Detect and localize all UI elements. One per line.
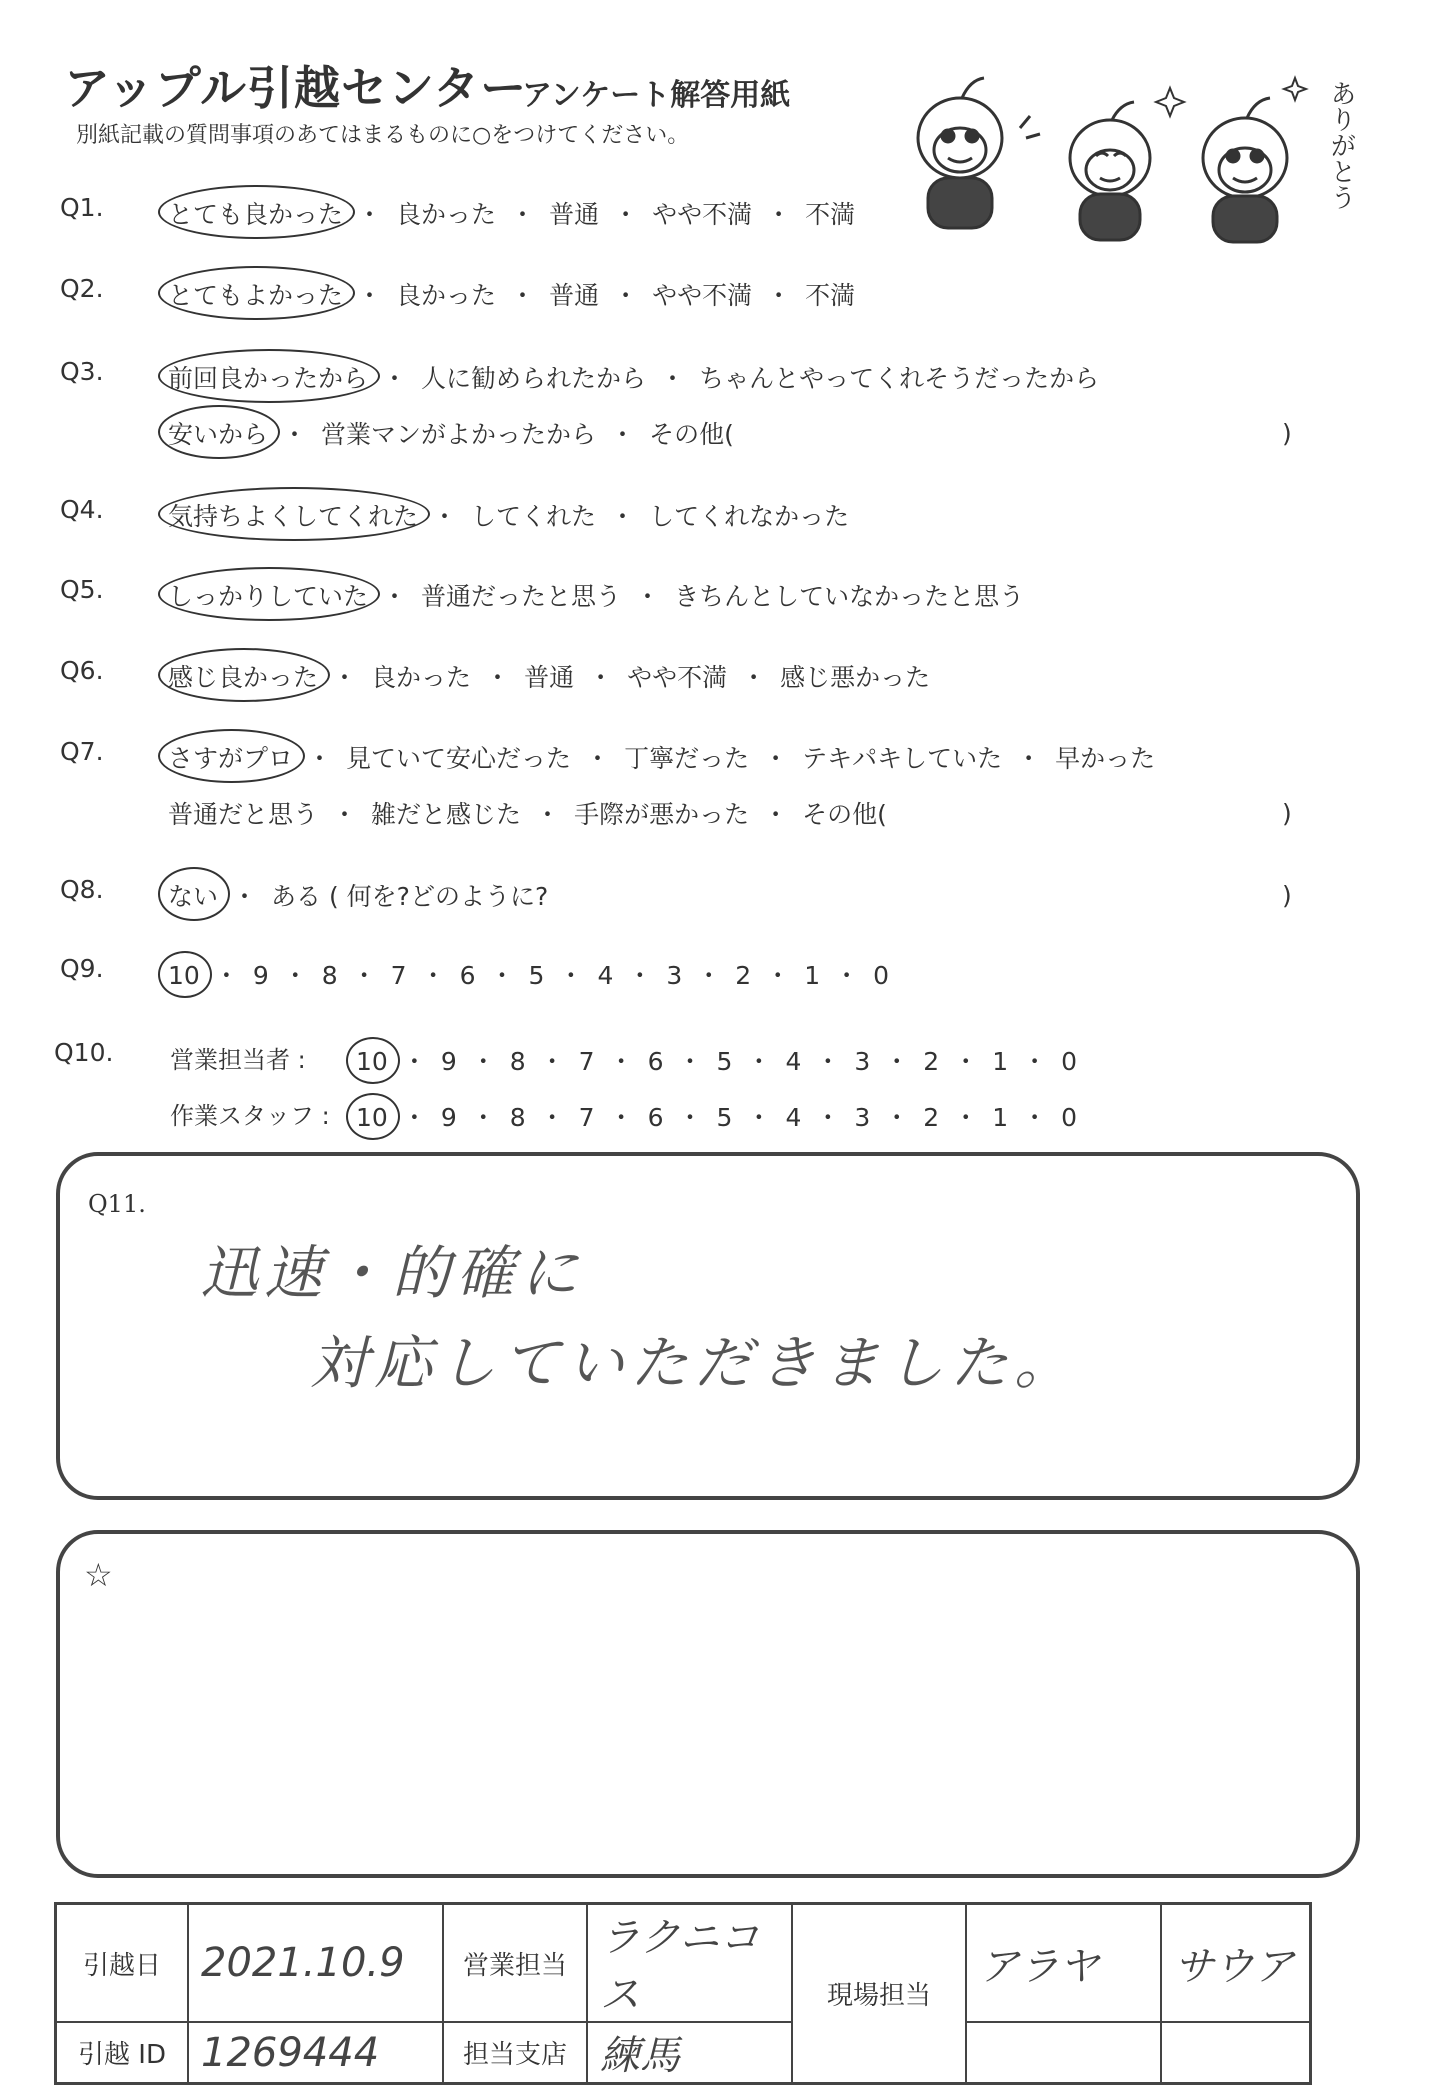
option[interactable]: 9 [252, 961, 269, 990]
option-separator: ・ [677, 1103, 703, 1132]
option[interactable]: 6 [459, 961, 476, 990]
move-id-value: 1269444 [188, 2022, 443, 2084]
option[interactable]: テキパキしていた [802, 744, 1003, 773]
question-label: Q2. [60, 274, 104, 303]
option-line [168, 577, 1024, 613]
rating-option[interactable]: 3 [854, 1103, 871, 1132]
option-line [168, 658, 930, 694]
rating-option[interactable]: 3 [854, 1047, 871, 1076]
option-separator: ・ [610, 502, 636, 531]
sales-rep-value: ラクニコス [587, 1904, 792, 2023]
option-separator: ・ [332, 663, 358, 692]
form-instructions: 別紙記載の質問事項のあてはまるものに○をつけてください。 [76, 123, 690, 148]
option-separator: ・ [815, 1103, 841, 1132]
site-staff-value-2: サウア [1161, 1904, 1311, 2023]
option[interactable]: 1 [804, 961, 821, 990]
question-label: Q9. [60, 954, 104, 983]
option-separator: ・ [282, 961, 308, 990]
rating-option[interactable]: 6 [647, 1103, 664, 1132]
option-separator: ・ [357, 281, 383, 310]
option-separator: ・ [1022, 1047, 1048, 1076]
rating-selected[interactable]: 10 [356, 1047, 388, 1076]
rating-line [356, 1042, 1077, 1078]
option[interactable]: してくれなかった [649, 502, 850, 531]
question-label: Q1. [60, 193, 104, 222]
option[interactable]: その他( [802, 800, 887, 829]
rating-option[interactable]: 9 [440, 1047, 457, 1076]
option-separator: ・ [834, 961, 860, 990]
option[interactable]: 良かった [396, 200, 497, 229]
option[interactable]: 早かった [1055, 744, 1156, 773]
option[interactable]: 0 [873, 961, 890, 990]
option-separator: ・ [677, 1047, 703, 1076]
move-id-label: 引越 ID [56, 2022, 189, 2084]
option-separator: ・ [884, 1103, 910, 1132]
option-selected[interactable]: さすがプロ [168, 739, 293, 775]
rating-option[interactable]: 8 [509, 1103, 526, 1132]
option-separator: ・ [357, 200, 383, 229]
option-separator: ・ [535, 800, 561, 829]
branch-value: 練馬 [587, 2022, 792, 2084]
option[interactable]: 普通 [549, 200, 600, 229]
option[interactable]: 人に勧められたから [421, 364, 647, 393]
site-staff-value-1: アラヤ [966, 1904, 1161, 2023]
rating-option[interactable]: 4 [785, 1103, 802, 1132]
option-separator: ・ [470, 1103, 496, 1132]
option[interactable]: 普通だったと思う [421, 582, 622, 611]
q11-handwritten-line-2: 対応していただきました。 [310, 1329, 1079, 1397]
option-selected[interactable]: 安いから [168, 415, 268, 451]
option[interactable]: 普通 [524, 663, 575, 692]
rating-option[interactable]: 2 [923, 1047, 940, 1076]
rating-selected[interactable]: 10 [356, 1103, 388, 1132]
mascot-illustration [900, 58, 1360, 248]
option-selected[interactable]: しっかりしていた [168, 577, 368, 613]
option-separator: ・ [213, 961, 239, 990]
option-separator: ・ [282, 420, 308, 449]
option[interactable]: やや不満 [652, 281, 753, 310]
rating-option[interactable]: 8 [509, 1047, 526, 1076]
option[interactable]: 8 [321, 961, 338, 990]
option[interactable]: 不満 [805, 281, 856, 310]
option-line [168, 195, 855, 231]
option-line [168, 795, 887, 831]
option-separator: ・ [539, 1047, 565, 1076]
option-separator: ・ [613, 281, 639, 310]
option[interactable]: 見ていて安心だった [346, 744, 572, 773]
option[interactable]: 手際が悪かった [574, 800, 750, 829]
option-separator: ・ [510, 281, 536, 310]
option-selected[interactable]: 感じ良かった [168, 658, 318, 694]
option-selected[interactable]: とてもよかった [168, 276, 343, 312]
close-paren: ) [1282, 881, 1292, 910]
option-separator: ・ [510, 200, 536, 229]
option[interactable]: 3 [666, 961, 683, 990]
mascot-monkeys-icon [900, 58, 1360, 248]
option[interactable]: 丁寧だった [624, 744, 750, 773]
option-separator: ・ [766, 281, 792, 310]
option-separator: ・ [660, 364, 686, 393]
option-selected[interactable]: 前回良かったから [168, 359, 368, 395]
rating-option[interactable]: 5 [716, 1047, 733, 1076]
option-separator: ・ [232, 882, 258, 911]
rating-option[interactable]: 5 [716, 1103, 733, 1132]
option[interactable]: やや不満 [652, 200, 753, 229]
question-label: Q5. [60, 575, 104, 604]
option-separator: ・ [953, 1047, 979, 1076]
move-date-label: 引越日 [56, 1904, 189, 2023]
option-line [168, 497, 849, 533]
company-title: アップル引越センター [64, 61, 528, 115]
notes-box[interactable] [56, 1530, 1360, 1878]
option[interactable]: ちゃんとやってくれそうだったから [699, 364, 1100, 393]
option-separator: ・ [610, 420, 636, 449]
rating-option[interactable]: 1 [992, 1103, 1009, 1132]
option[interactable]: 良かった [371, 663, 472, 692]
question-label: Q4. [60, 495, 104, 524]
option-separator: ・ [884, 1047, 910, 1076]
rating-option[interactable]: 7 [578, 1103, 595, 1132]
rating-option[interactable]: 2 [923, 1103, 940, 1132]
option-line [168, 276, 855, 312]
option-line [168, 739, 1155, 775]
rating-option[interactable]: 0 [1061, 1047, 1078, 1076]
option-line [168, 877, 548, 913]
q11-handwritten-line-1: 迅速・的確に [200, 1239, 585, 1307]
question-label: Q7. [60, 737, 104, 766]
mascot-thanks-text: ありがとう [1326, 80, 1356, 210]
rating-option[interactable]: 6 [647, 1047, 664, 1076]
form-subtitle: アンケート解答用紙 [522, 78, 791, 113]
rating-line [356, 1098, 1077, 1134]
option-separator: ・ [588, 663, 614, 692]
option-selected[interactable]: ない [168, 877, 218, 913]
option-separator: ・ [746, 1103, 772, 1132]
q11-label: Q11. [88, 1190, 146, 1218]
rating-sublabel: 作業スタッフ : [170, 1102, 330, 1130]
option-line [168, 415, 734, 451]
option[interactable]: やや不満 [627, 663, 728, 692]
option-separator: ・ [1016, 744, 1042, 773]
sales-rep-label: 営業担当 [443, 1904, 587, 2023]
option-separator: ・ [746, 1047, 772, 1076]
option[interactable]: してくれた [471, 502, 597, 531]
option[interactable]: 感じ悪かった [780, 663, 931, 692]
question-label: Q3. [60, 357, 104, 386]
option-separator: ・ [351, 961, 377, 990]
branch-label: 担当支店 [443, 2022, 587, 2084]
option-separator: ・ [953, 1103, 979, 1132]
option-separator: ・ [627, 961, 653, 990]
site-staff-label: 現場担当 [792, 1904, 966, 2084]
rating-option[interactable]: 4 [785, 1047, 802, 1076]
option[interactable]: 5 [528, 961, 545, 990]
option-separator: ・ [696, 961, 722, 990]
question-label: Q10. [54, 1038, 114, 1067]
option[interactable]: その他( [649, 420, 734, 449]
option[interactable]: 良かった [396, 281, 497, 310]
option[interactable]: ある ( 何を?どのように? [271, 882, 549, 911]
option-separator: ・ [420, 961, 446, 990]
option-separator: ・ [489, 961, 515, 990]
option-separator: ・ [558, 961, 584, 990]
option[interactable]: 7 [390, 961, 407, 990]
option-selected[interactable]: とても良かった [168, 195, 343, 231]
move-info-table [54, 1902, 1312, 2085]
rating-option[interactable]: 1 [992, 1047, 1009, 1076]
option-separator: ・ [815, 1047, 841, 1076]
option-separator: ・ [766, 200, 792, 229]
option[interactable]: 不満 [805, 200, 856, 229]
option-separator: ・ [382, 582, 408, 611]
option-separator: ・ [635, 582, 661, 611]
option-separator: ・ [307, 744, 333, 773]
option[interactable]: きちんとしていなかったと思う [674, 582, 1025, 611]
option-separator: ・ [613, 200, 639, 229]
close-paren: ) [1282, 799, 1292, 828]
option-separator: ・ [485, 663, 511, 692]
option-separator: ・ [382, 364, 408, 393]
site-staff-empty-2 [1161, 2022, 1311, 2084]
option[interactable]: 普通だと思う [168, 800, 319, 829]
move-date-value: 2021.10.9 [188, 1904, 443, 2023]
option-line [168, 359, 1099, 395]
rating-option[interactable]: 0 [1061, 1103, 1078, 1132]
option-separator: ・ [539, 1103, 565, 1132]
star-icon: ☆ [84, 1556, 113, 1594]
option-separator: ・ [763, 744, 789, 773]
option-selected[interactable]: 10 [168, 961, 200, 990]
question-label: Q8. [60, 875, 104, 904]
rating-option[interactable]: 9 [440, 1103, 457, 1132]
option[interactable]: 普通 [549, 281, 600, 310]
question-label: Q6. [60, 656, 104, 685]
close-paren: ) [1282, 419, 1292, 448]
option-separator: ・ [741, 663, 767, 692]
option-separator: ・ [608, 1103, 634, 1132]
option-separator: ・ [1022, 1103, 1048, 1132]
option-separator: ・ [763, 800, 789, 829]
option-line [168, 956, 889, 992]
rating-option[interactable]: 7 [578, 1047, 595, 1076]
site-staff-empty-1 [966, 2022, 1161, 2084]
option-separator: ・ [585, 744, 611, 773]
option-separator: ・ [608, 1047, 634, 1076]
option[interactable]: 4 [597, 961, 614, 990]
option-selected[interactable]: 気持ちよくしてくれた [168, 497, 418, 533]
q11-comment-box[interactable] [56, 1152, 1360, 1500]
option-separator: ・ [401, 1103, 427, 1132]
option-separator: ・ [432, 502, 458, 531]
option[interactable]: 2 [735, 961, 752, 990]
option-separator: ・ [401, 1047, 427, 1076]
option-separator: ・ [470, 1047, 496, 1076]
rating-sublabel: 営業担当者 : [170, 1046, 306, 1074]
option-separator: ・ [765, 961, 791, 990]
option[interactable]: 営業マンがよかったから [321, 420, 597, 449]
option-separator: ・ [332, 800, 358, 829]
option[interactable]: 雑だと感じた [371, 800, 522, 829]
